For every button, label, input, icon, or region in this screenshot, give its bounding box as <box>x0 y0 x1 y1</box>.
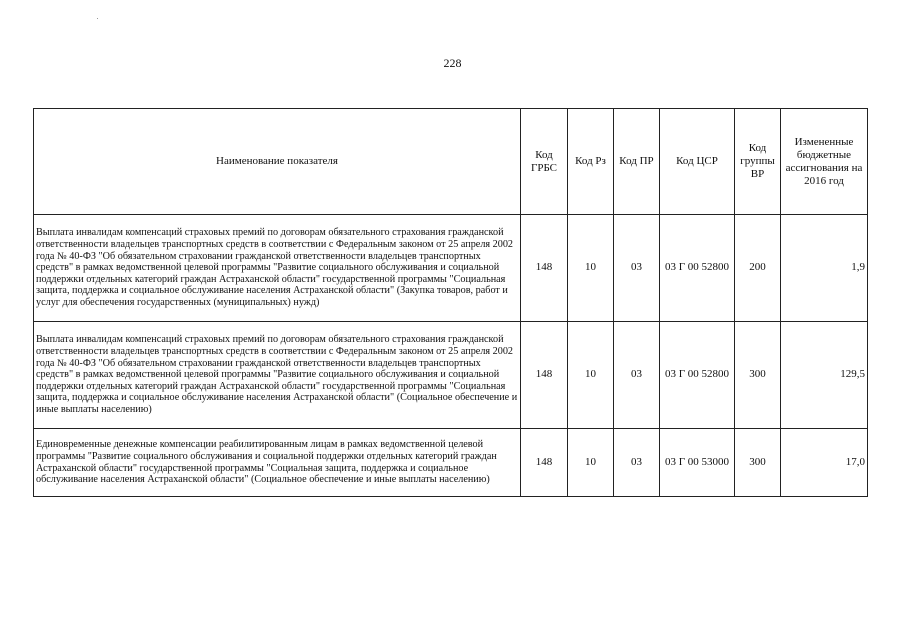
budget-table <box>33 108 868 497</box>
row-pr: 03 <box>614 322 660 429</box>
header-rz: Код Рз <box>568 109 614 215</box>
table-row <box>34 215 868 322</box>
row-amount: 17,0 <box>781 429 868 497</box>
row-csr: 03 Г 00 53000 <box>660 429 735 497</box>
table-row <box>34 322 868 429</box>
header-pr: Код ПР <box>614 109 660 215</box>
row-csr: 03 Г 00 52800 <box>660 215 735 322</box>
row-rz: 10 <box>568 322 614 429</box>
row-amount: 1,9 <box>781 215 868 322</box>
row-rz: 10 <box>568 215 614 322</box>
header-csr: Код ЦСР <box>660 109 735 215</box>
row-pr: 03 <box>614 429 660 497</box>
row-grbs: 148 <box>521 215 568 322</box>
row-rz: 10 <box>568 429 614 497</box>
row-pr: 03 <box>614 215 660 322</box>
header-vr: Код группы ВР <box>735 109 781 215</box>
row-grbs: 148 <box>521 429 568 497</box>
table-header-row <box>34 109 868 215</box>
row-vr: 300 <box>735 429 781 497</box>
header-grbs: Код ГРБС <box>521 109 568 215</box>
row-name: Единовременные денежные компенсации реабилитированным лицам в рамках ведомственной целевой программы "Развитие социального обслуживания и социальной поддержки отдельных категорий граждан Астраханской области" государственной программы "Социальная защита, поддержка и социальное обслуживание населения Астраханской области" (Социальное обеспечение и иные выплаты населению) <box>34 429 521 497</box>
scan-speck <box>97 18 98 19</box>
header-amount: Измененные бюджетные ассигнования на 2016 год <box>781 109 868 215</box>
page-number: 228 <box>443 56 462 70</box>
row-grbs: 148 <box>521 322 568 429</box>
row-vr: 300 <box>735 322 781 429</box>
row-csr: 03 Г 00 52800 <box>660 322 735 429</box>
row-vr: 200 <box>735 215 781 322</box>
row-amount: 129,5 <box>781 322 868 429</box>
table-row <box>34 429 868 497</box>
header-name: Наименование показателя <box>34 109 521 215</box>
row-name: Выплата инвалидам компенсаций страховых премий по договорам обязательного страхования гражданской ответственности владельцев транспортных средств в соответствии с Федеральным законом от 25 апреля 2002 года № 40-ФЗ "Об обязательном страховании гражданской ответственности владельцев транспортных средств" в рамках ведомственной целевой программы "Развитие социального обслуживания и социальной поддержки отдельных категорий граждан Астраханской области" государственной программы "Социальная защита, поддержка и социальное обслуживание населения Астраханской области" (Социальное обеспечение и иные выплаты населению) <box>34 322 521 429</box>
row-name: Выплата инвалидам компенсаций страховых премий по договорам обязательного страхования гражданской ответственности владельцев транспортных средств в соответствии с Федеральным законом от 25 апреля 2002 года № 40-ФЗ "Об обязательном страховании гражданской ответственности владельцев транспортных средств" в рамках ведомственной целевой программы "Развитие социального обслуживания и социальной поддержки отдельных категорий граждан Астраханской области" государственной программы "Социальная защита, поддержка и социальное обслуживание населения Астраханской области" (Закупка товаров, работ и услуг для обеспечения государственных (муниципальных) нужд) <box>34 215 521 322</box>
